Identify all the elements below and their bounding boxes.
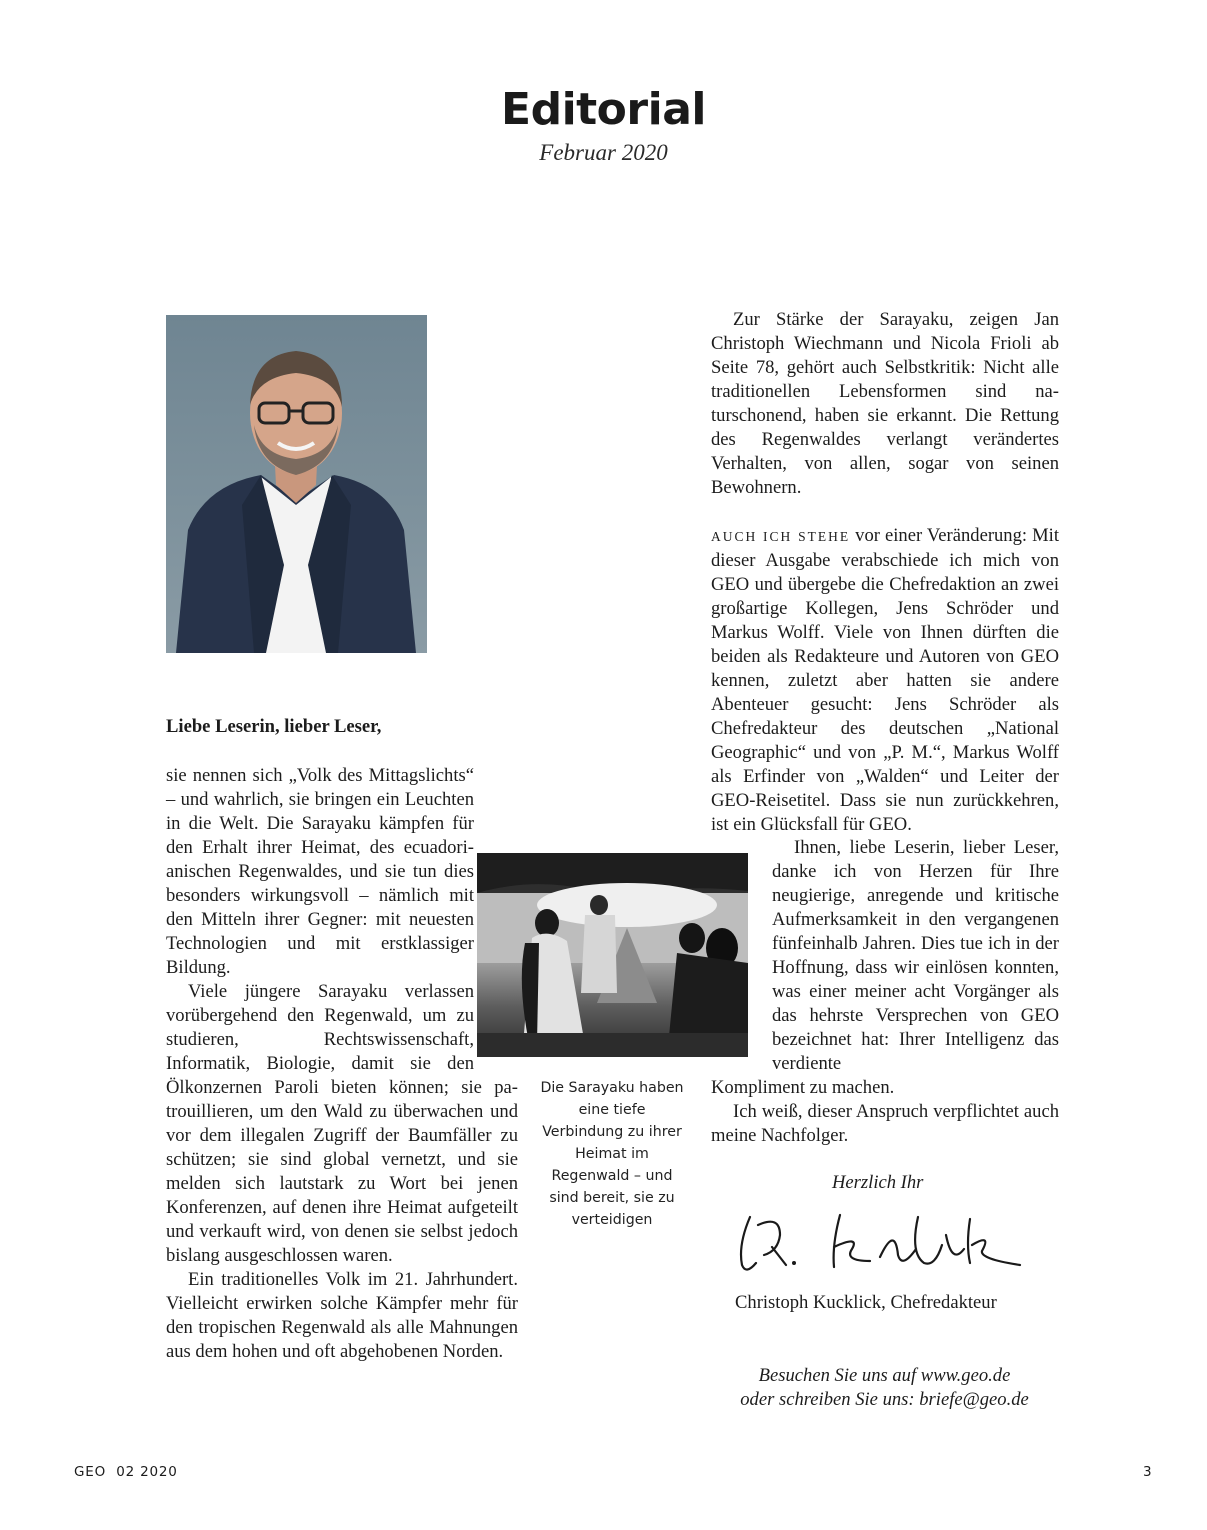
river-photo	[477, 853, 748, 1057]
smallcaps-lead: AUCH ICH STEHE	[711, 529, 851, 544]
right-paragraph-4: Ich weiß, dieser Anspruch verpflichtet auch meine Nachfolger.	[711, 1101, 1059, 1146]
issue-date: Februar 2020	[539, 140, 668, 165]
website-line: Besuchen Sie uns auf www.geo.de	[758, 1365, 1011, 1386]
right-paragraph-3: Ihnen, liebe Leserin, lieber Leser, danke ich von Herzen für Ihre neugierige, anregende und kritische Aufmerksamkeit in den vergangenen fünfeinhalb Jahren. Dies tue ich in der Hoffnung, dass wir einlösen konnten, was einer meiner acht Vorgänger als das hehrste Versprechen von GEO bezeichnet hat: Ihrer Intelligenz das verdiente	[772, 837, 1059, 1074]
left-column-text	[166, 764, 518, 1414]
right-column-top	[711, 308, 1059, 837]
right-paragraph-2	[711, 524, 1059, 837]
left-paragraph-1: sie nennen sich „Volk des Mittagslichts“ – und wahrlich, sie bringen ein Leuchten in die Welt. Die Sarayaku kämpfen für den Erhalt ihrer Heimat, des ecuadorianischen Regenwaldes, und sie tun dies besonders wirkungsvoll – nämlich mit den Mitteln ihrer Gegner: mit neuesten Technologien und mit erstklassiger Bildung.	[166, 765, 474, 978]
signature	[720, 1205, 1050, 1285]
right-column-wrap	[772, 836, 1059, 1076]
right-paragraph-1: Zur Stärke der Sarayaku, zeigen Jan Christoph Wiechmann und Nicola Frioli ab Seite 78, gehört auch Selbstkritik: Nicht alle traditionellen Lebensformen sind naturschonend, haben sie erkannt. Die Rettung des Regenwaldes verlangt verändertes Verhalten, von allen, sogar von seinen Bewohnern.	[711, 309, 1059, 498]
email-line: oder schreiben Sie uns: briefe@geo.de	[740, 1389, 1029, 1410]
greeting: Liebe Leserin, lieber Leser,	[166, 716, 382, 737]
right-paragraph-2-rest: vor einer Veränderung: Mit dieser Ausgabe verabschiede ich mich von GEO und übergebe die Chefredaktion an zwei großartige Kollegen, Jens Schröder und Markus Wolff. Viele von Ihnen dürften die beiden als Redakteure und Autoren von GEO kennen, zuletzt aber hatten sie andere Abenteuer gesucht: Jens Schröder als Chefredakteur des deutschen „National Geographic“ und von „P. M.“, Markus Wolff als Erfinder von „Walden“ und Leiter der GEO-Reisetitel. Dass sie nun zurückkehren, ist ein Glücksfall für GEO.	[711, 525, 1059, 835]
left-paragraph-3: Ein traditionelles Volk im 21. Jahrhundert. Vielleicht erwirken solche Kämpfer mehr für den tropischen Regenwald als alle Mahnungen aus dem hohen und oft abgehobenen Norden.	[166, 1269, 518, 1362]
contact-note	[712, 1364, 1057, 1412]
photo-caption: Die Sarayaku haben eine tiefe Verbindung zu ihrer Heimat im Regenwald – und sind bereit, sie zu verteidigen	[540, 1080, 684, 1228]
page-title: Editorial	[501, 84, 706, 135]
right-paragraph-3-end: Kompliment zu machen.	[711, 1077, 895, 1098]
left-paragraph-2: Viele jüngere Sarayaku verlassen vorübergehend den Regenwald, um zu studieren, Rechtswissenschaft, Informatik, Biologie, damit sie den Ölkonzernen Paroli bieten können; sie patrouillieren, um den Wald zu überwachen und vor dem illegalen Zugriff der Baumfäller zu schützen; sie sind global vernetzt, und sie melden sich lautstark zu Wort bei jenen Konferenzen, auf denen ihre Heimat aufgeteilt und verkauft wird, von denen sie selbst jedoch bislang ausgeschlossen waren.	[166, 981, 518, 1266]
right-column-bottom	[711, 1076, 1059, 1148]
signer-name: Christoph Kucklick, Chefredakteur	[735, 1292, 997, 1313]
portrait-illustration	[166, 315, 427, 653]
salutation: Herzlich Ihr	[832, 1172, 924, 1193]
editor-portrait-photo	[166, 315, 427, 653]
river-illustration	[477, 853, 748, 1057]
signature-icon	[720, 1205, 1050, 1285]
footer-issue: GEO 02 2020	[74, 1464, 178, 1480]
page-number: 3	[1143, 1464, 1152, 1480]
